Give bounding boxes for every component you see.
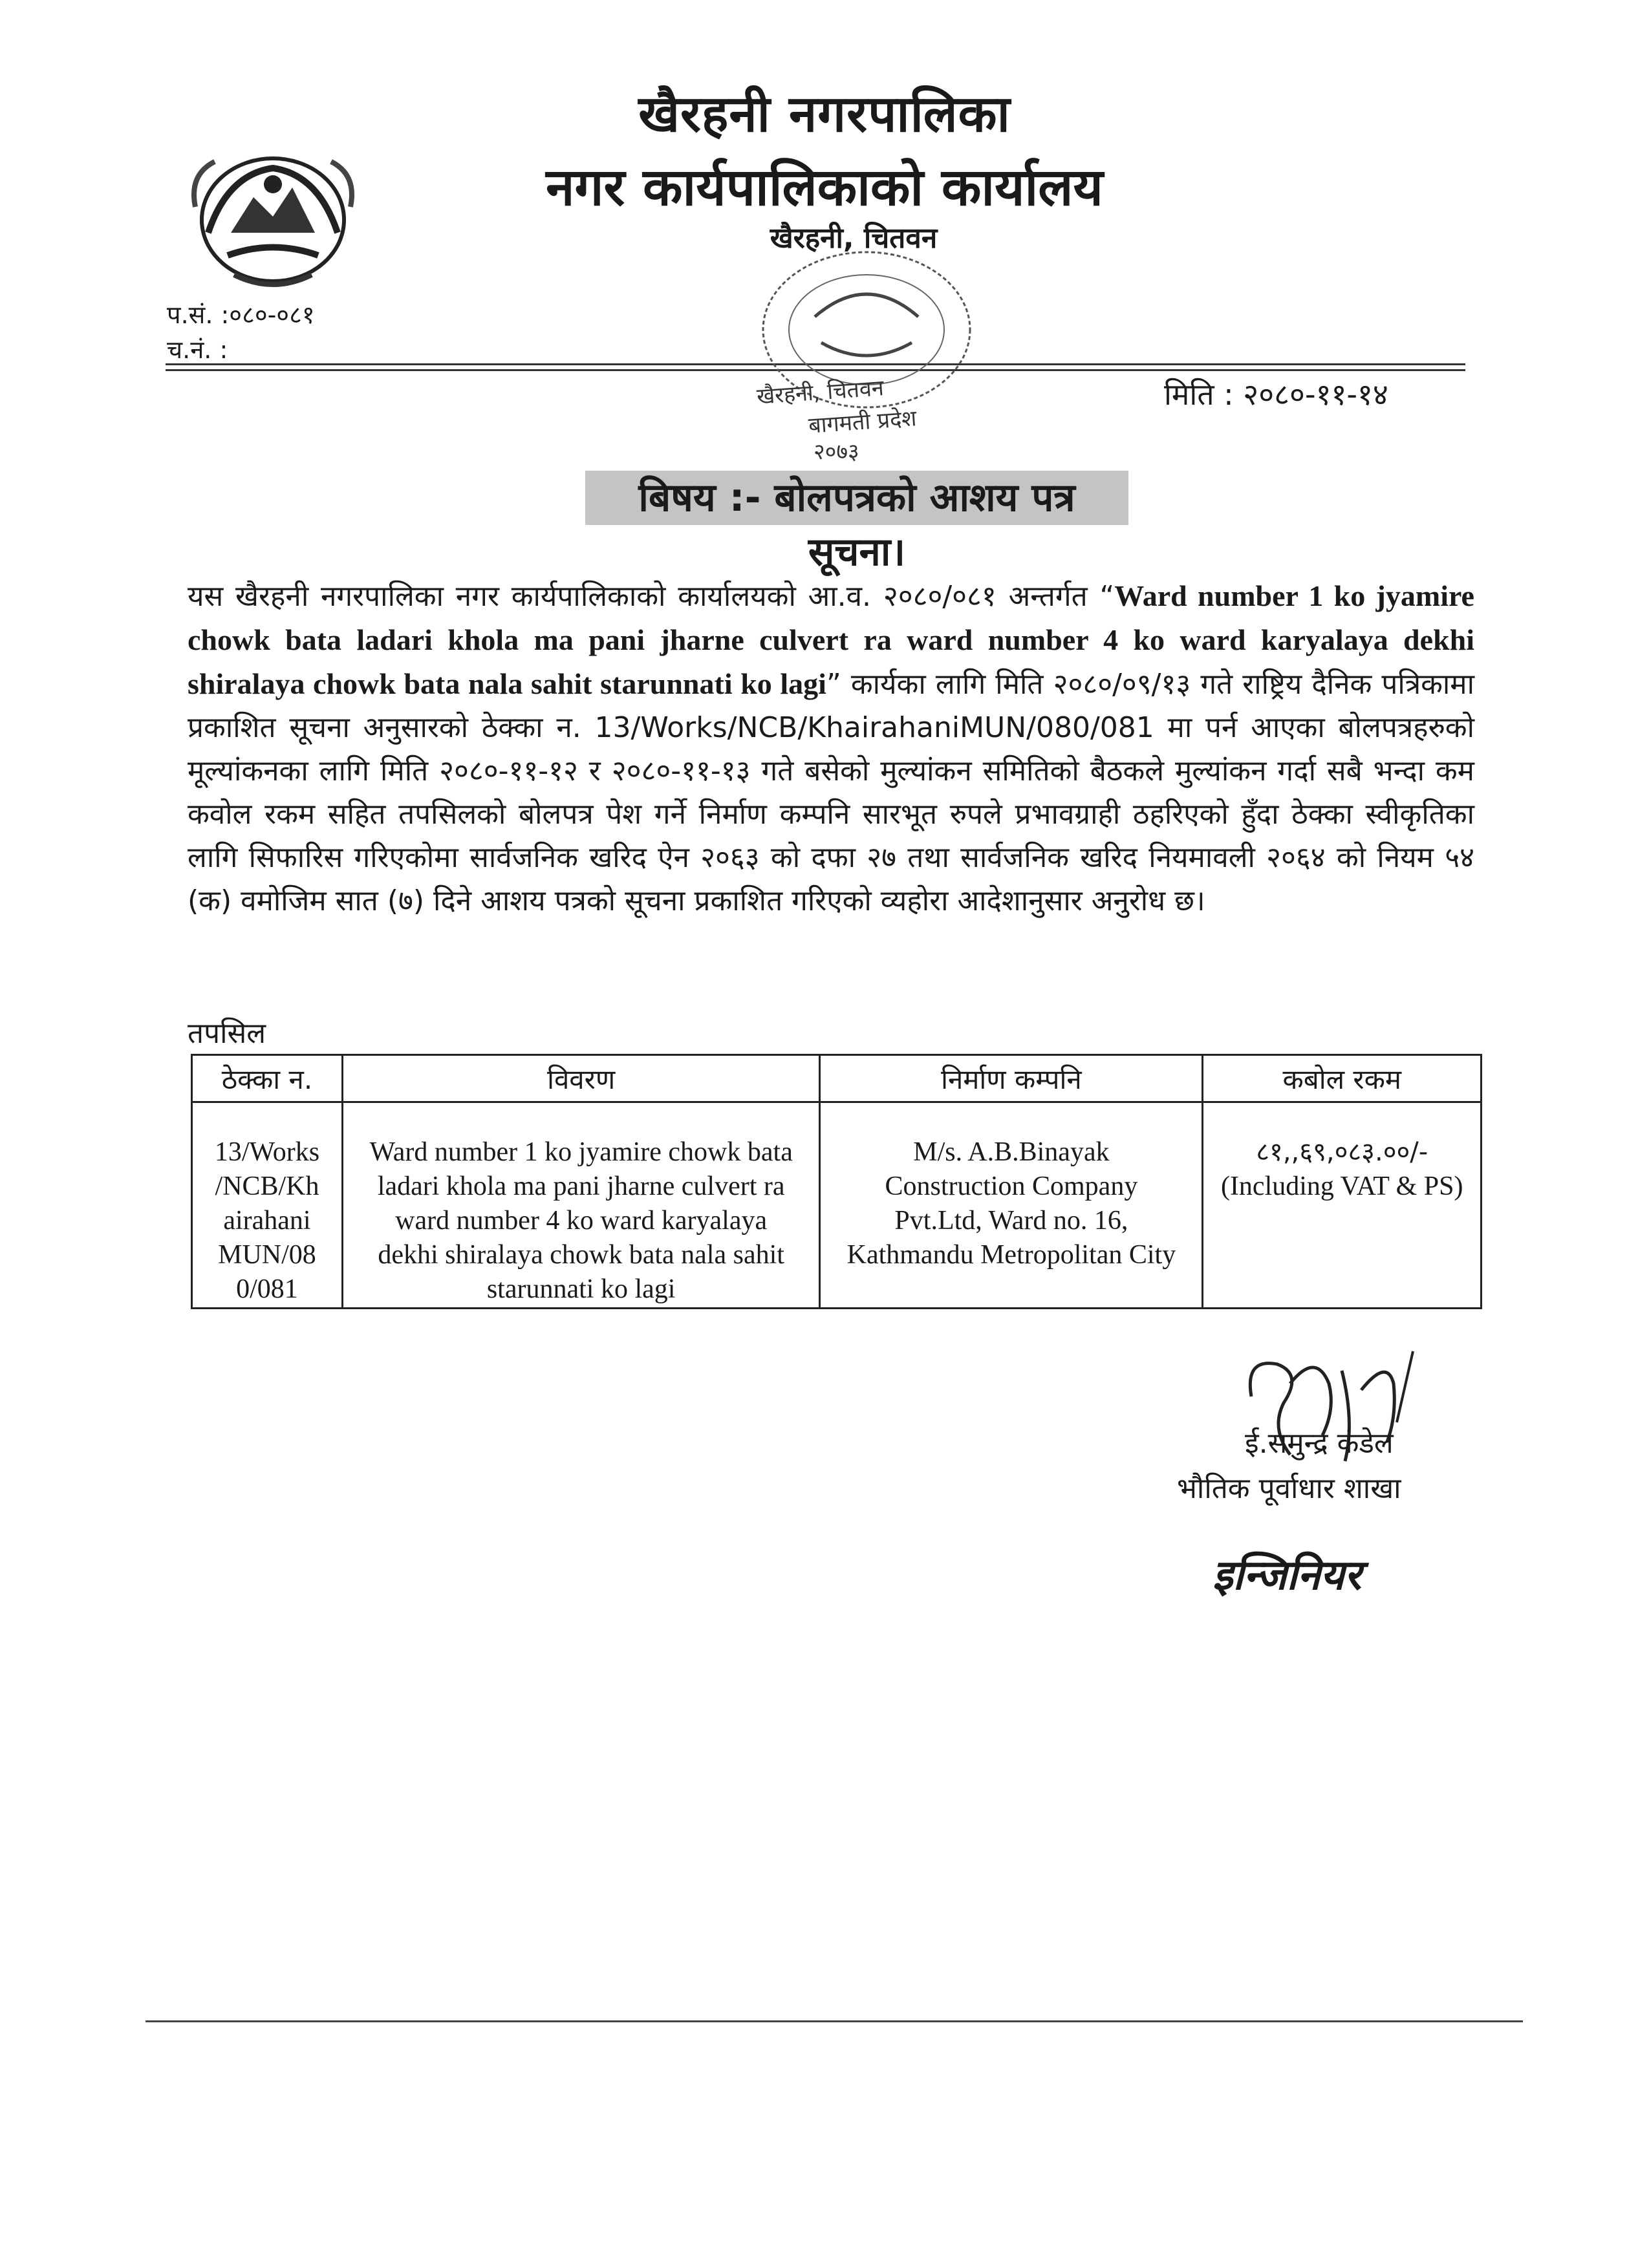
bid-amount-note: (Including VAT & PS)	[1220, 1171, 1463, 1201]
amount-cell	[1203, 1102, 1482, 1309]
description-cell: Ward number 1 ko jyamire chowk bata ladari khola ma pani jharne culvert ra ward number 4 ko ward karyalaya dekhi shiralaya chowk bata nala sahit starunnati ko lagi	[342, 1102, 819, 1309]
table-header-row	[192, 1055, 1482, 1102]
signer-section: भौतिक पूर्वाधार शाखा	[1177, 1472, 1401, 1505]
column-header: विवरण	[342, 1055, 819, 1102]
company-cell: M/s. A.B.Binayak Construction Company Pvt.Ltd, Ward no. 16, Kathmandu Metropolitan City	[820, 1102, 1203, 1309]
dispatch-number: च.नं. :	[167, 336, 228, 364]
table-row	[192, 1102, 1482, 1309]
footer-divider	[146, 2020, 1523, 2022]
subject-heading: बिषय :- बोलपत्रको आशय पत्र सूचना।	[585, 471, 1128, 525]
signer-title: इन्जिनियर	[1212, 1552, 1361, 1599]
body-intro: यस खैरहनी नगरपालिका नगर कार्यपालिकाको कार्यालयको आ.व. २०८०/०८१ अन्तर्गत “	[188, 580, 1115, 613]
org-name: खैरहनी नगरपालिका	[638, 85, 1011, 144]
column-header: निर्माण कम्पनि	[820, 1055, 1203, 1102]
details-label: तपसिल	[188, 1017, 266, 1050]
column-header: कबोल रकम	[1203, 1055, 1482, 1102]
office-name: नगर कार्यपालिकाको कार्यालय	[546, 157, 1103, 217]
body-project-name: Ward number 1 ko jyamire chowk bata ladari khola ma pani jharne culvert ra ward number 4 ko ward karyalaya dekhi shiralaya chowk bata nala sahit starunnati ko lagi	[188, 579, 1474, 700]
stamp-text: खैरहनी, चितवन	[755, 375, 885, 410]
stamp-text: बागमती प्रदेश	[807, 405, 918, 439]
document-date: मिति : २०८०-११-१४	[1164, 377, 1388, 412]
contract-table	[191, 1054, 1482, 1309]
reference-number: प.सं. :०८०-०८१	[167, 301, 315, 329]
stamp-text: २०७३	[814, 439, 859, 465]
body-rest: ” कार्यका लागि मिति २०८०/०९/१३ गते राष्ट्रिय दैनिक पत्रिकामा प्रकाशित सूचना अनुसारको ठेक्का न. 13/Works/NCB/KhairahaniMUN/080/081 मा पर्न आएका बोलपत्रहरुको मूल्यांकनका लागि मिति २०८०-११-१२ र २०८०-११-१३ गते बसेको मुल्यांकन समितिको बैठकले मुल्यांकन गर्दा सबै भन्दा कम कवोल रकम सहित तपसिलको बोलपत्र पेश गर्ने निर्माण कम्पनि सारभूत रुपले प्रभावग्राही ठहरिएको हुँदा ठेक्का स्वीकृतिका लागि सिफारिस गरिएकोमा सार्वजनिक खरिद ऐन २०६३ को दफा २७ तथा सार्वजनिक खरिद नियमावली २०६४ को नियम ५४ (क) वमोजिम सात (७) दिने आशय पत्रको सूचना प्रकाशित गरिएको व्यहोरा आदेशानुसार अनुरोध छ।	[188, 668, 1475, 917]
column-header: ठेक्का न.	[192, 1055, 343, 1102]
contract-number-cell: 13/Works /NCB/Kh airahani MUN/08 0/081	[192, 1102, 343, 1309]
office-address: खैरहनी, चितवन	[770, 222, 938, 255]
signer-name: ई.समुन्द्र कंडेल	[1245, 1427, 1394, 1460]
bid-amount: ८१,,६९,०८३.००/-	[1256, 1137, 1428, 1167]
nepal-emblem-icon	[182, 136, 363, 297]
notice-body	[188, 574, 1474, 923]
